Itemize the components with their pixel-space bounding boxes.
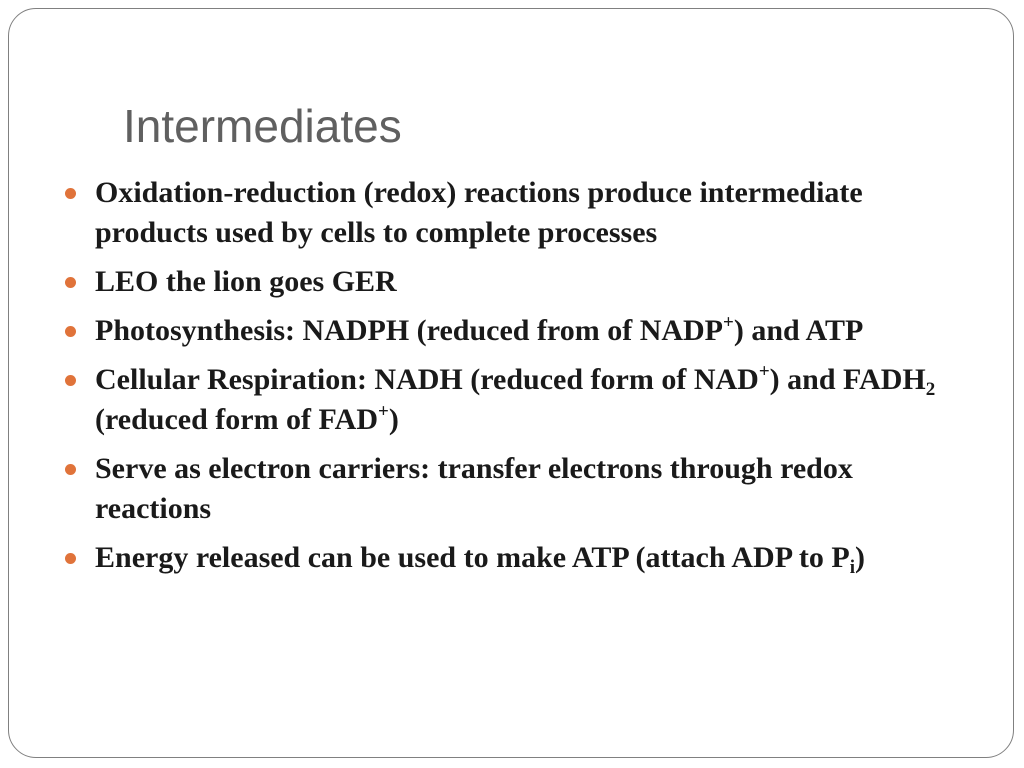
superscript-charge: + <box>377 401 389 422</box>
bullet-dot-icon <box>65 553 76 564</box>
bullet-text: Oxidation-reduction (redox) reactions produce intermediate products used by cells to complete processes <box>95 176 863 249</box>
bullet-text-part: (reduced form of FAD <box>95 403 378 436</box>
bullet-item <box>63 360 963 440</box>
bullet-list <box>63 173 963 587</box>
subscript-letter: i <box>849 557 855 578</box>
bullet-item <box>63 538 963 578</box>
bullet-dot-icon <box>65 326 76 337</box>
bullet-item <box>63 449 963 529</box>
bullet-text: Serve as electron carriers: transfer electrons through redox reactions <box>95 452 853 525</box>
bullet-item <box>63 173 963 253</box>
bullet-text-part: ) <box>854 541 865 574</box>
bullet-text-part: ) <box>388 403 399 436</box>
bullet-text-part: ) and FADH <box>769 363 926 396</box>
bullet-text-part: Cellular Respiration: NADH (reduced form of NAD <box>95 363 759 396</box>
bullet-item <box>63 311 963 351</box>
bullet-dot-icon <box>65 277 76 288</box>
bullet-text-part: Photosynthesis: NADPH (reduced from of NADP <box>95 314 724 347</box>
bullet-dot-icon <box>65 188 76 199</box>
bullet-text: LEO the lion goes GER <box>95 265 397 298</box>
subscript-number: 2 <box>925 379 936 400</box>
superscript-charge: + <box>758 361 770 382</box>
bullet-item <box>63 262 963 302</box>
bullet-dot-icon <box>65 375 76 386</box>
superscript-charge: + <box>723 312 734 333</box>
slide-title: Intermediates <box>123 100 402 152</box>
bullet-text-part: ) and ATP <box>733 314 864 347</box>
bullet-dot-icon <box>65 464 76 475</box>
bullet-text-part: Energy released can be used to make ATP (attach ADP to P <box>95 541 850 574</box>
slide-frame <box>8 8 1014 758</box>
